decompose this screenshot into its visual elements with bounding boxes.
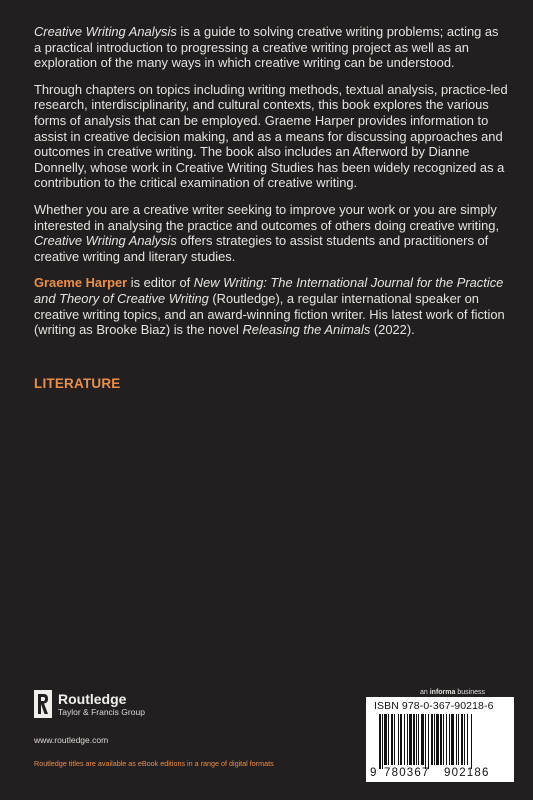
barcode-bar <box>384 714 387 765</box>
barcode-bar <box>458 714 459 765</box>
barcode-bar <box>413 714 415 765</box>
publisher-block <box>34 690 145 718</box>
barcode-bar <box>471 714 472 769</box>
barcode-bar <box>382 714 383 769</box>
ebook-note: Routledge titles are available as eBook editions in a range of digital formats <box>34 759 274 768</box>
text-run: (Routledge), a regular international speaker on creative writing topics, and an award-winning fiction writer. His latest work of fiction (writing as Brooke Biaz) is the novel <box>34 290 505 338</box>
description-paragraph-2 <box>34 82 508 191</box>
barcode-bar <box>409 714 412 765</box>
text-run: Through chapters on topics including writing methods, textual analysis, practice-led research, interdisciplinarity, and cultural contexts, this book explores the various forms of analysis that can be employed. Graeme Harper provides information to assist in creative decision making, and as a means for discussing approaches and outcomes in creative writing. The book also includes an Afterword by Dianne Donnelly, whose work in Creative Writing Studies has been widely recognized as a contribution to the critical examination of creative writing. <box>34 81 508 191</box>
barcode-bar <box>467 714 468 765</box>
barcode-bar <box>418 714 419 765</box>
barcode-left-group: 780367 <box>384 767 430 779</box>
author-name: Graeme Harper <box>34 275 128 291</box>
author-bio <box>34 275 508 337</box>
barcode-right-group: 902186 <box>444 767 490 779</box>
barcode-bar <box>398 714 399 765</box>
barcode-bar <box>461 714 463 765</box>
barcode-bar <box>451 714 454 765</box>
barcode-bar <box>400 714 402 765</box>
text-run: Whether you are a creative writer seeking to improve your work or you are simply interested in analysing the practice and outcomes of others doing creative writing, <box>34 201 500 233</box>
barcode-bar <box>404 714 405 765</box>
barcode-first-digit: 9 <box>370 767 377 779</box>
text-run: (2022). <box>370 322 415 338</box>
text-run: offers strategies to assist students and practitioners of creative writing and literary studies. <box>34 233 489 264</box>
barcode-bar <box>443 714 444 765</box>
back-cover-text <box>34 24 508 349</box>
italic-title: Releasing the Animals <box>242 322 371 338</box>
italic-title: New Writing: The International Journal for the Practice and Theory of Creative Writing <box>34 275 504 306</box>
barcode-bar <box>407 714 408 765</box>
italic-title: Creative Writing Analysis <box>34 233 177 249</box>
description-paragraph-1 <box>34 24 508 71</box>
isbn-label: ISBN 978-0-367-90218-6 <box>374 700 494 712</box>
publisher-name: Routledge <box>58 690 127 707</box>
barcode-bar <box>440 714 442 765</box>
category-label: LITERATURE <box>34 376 121 391</box>
barcode-bar <box>416 714 417 765</box>
informa-business-label: an informa business <box>420 689 485 696</box>
barcode-bar <box>449 714 450 765</box>
barcode-bar <box>391 714 393 765</box>
barcode-bar <box>446 714 447 765</box>
publisher-group: Taylor & Francis Group <box>58 706 145 717</box>
barcode-bar <box>431 714 433 765</box>
publisher-url[interactable]: www.routledge.com <box>34 735 109 745</box>
text-run: is a guide to solving creative writing problems; acting as a practical introduction to progressing a creative writing project as well as an exploration of the many ways in which creative writing can be understood. <box>34 24 499 71</box>
barcode-bar <box>388 714 389 765</box>
barcode-bar <box>464 714 465 765</box>
barcode-bar <box>456 714 457 765</box>
description-paragraph-3 <box>34 202 508 264</box>
barcode-bar <box>421 714 424 765</box>
barcode-bar <box>425 714 426 769</box>
text-run: is editor of <box>127 275 194 291</box>
barcode-bar <box>436 714 439 765</box>
barcode-bar <box>428 714 429 769</box>
routledge-logo-icon <box>34 690 52 718</box>
barcode-bar <box>379 714 381 769</box>
isbn-barcode <box>366 697 514 782</box>
barcode-bar <box>394 714 395 765</box>
barcode-bar <box>434 714 435 765</box>
italic-title: Creative Writing Analysis <box>34 24 177 39</box>
